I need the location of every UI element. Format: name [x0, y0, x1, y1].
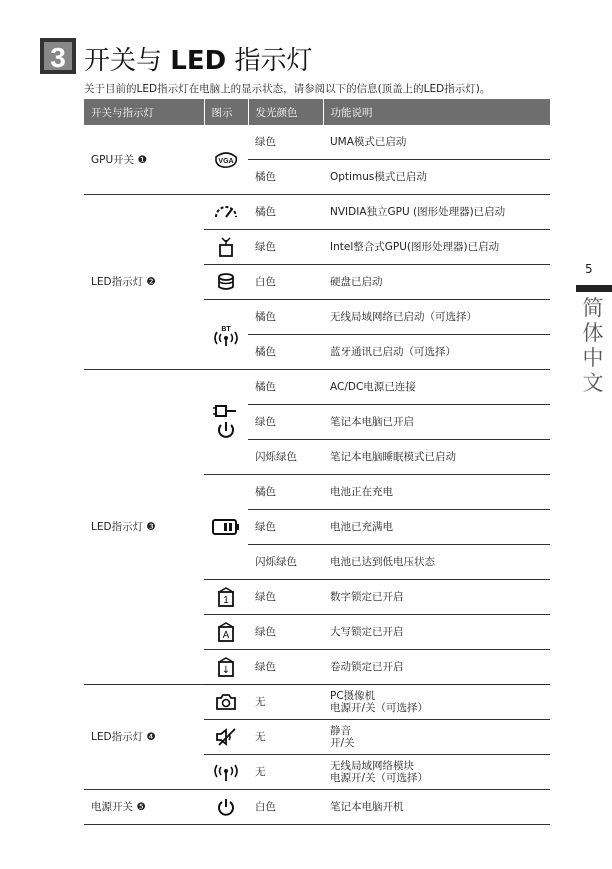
group-led-2: LED指示灯 ❷ — [84, 195, 204, 370]
language-label: 简体中文 — [582, 296, 604, 395]
led-color: 绿色 — [248, 615, 323, 650]
led-function: 笔记本电脑已开启 — [323, 405, 550, 440]
svg-text:1: 1 — [223, 595, 229, 606]
power-adapter-icon — [204, 370, 248, 475]
wireless-icon — [204, 755, 248, 790]
led-function: 无线局域网络已启动（可选择） — [323, 300, 550, 335]
power-icon — [204, 790, 248, 825]
group-gpu-switch: GPU开关 ❶ — [84, 125, 204, 195]
led-color: 橘色 — [248, 475, 323, 510]
vga-icon — [204, 125, 248, 195]
table-header — [84, 99, 550, 125]
led-table — [84, 99, 550, 825]
table-row — [84, 125, 550, 160]
led-function: PC摄像机 电源开/关（可选择） — [323, 685, 550, 720]
led-function: 蓝牙通讯已启动（可选择） — [323, 335, 550, 370]
led-function: 电池正在充电 — [323, 475, 550, 510]
caps-lock-icon — [204, 615, 248, 650]
svg-text:BT: BT — [221, 325, 231, 333]
led-color: 橘色 — [248, 195, 323, 230]
table-row — [84, 685, 550, 720]
svg-text:↓: ↓ — [221, 665, 231, 676]
group-led-3: LED指示灯 ❸ — [84, 370, 204, 685]
chapter-number: 3 — [50, 42, 66, 73]
scroll-lock-icon — [204, 650, 248, 685]
led-function: 无线局域网络模块 电源开/关（可选择） — [323, 755, 550, 790]
led-color: 无 — [248, 755, 323, 790]
header-icon: 图示 — [204, 99, 248, 125]
side-divider — [576, 285, 612, 292]
page-title: 开关与 LED 指示灯 — [84, 46, 313, 76]
led-color: 无 — [248, 720, 323, 755]
hard-disk-icon — [204, 265, 248, 300]
num-lock-icon — [204, 580, 248, 615]
led-color: 无 — [248, 685, 323, 720]
mute-icon — [204, 720, 248, 755]
led-color: 闪烁绿色 — [248, 545, 323, 580]
table-row — [84, 790, 550, 825]
led-function: 电池已充满电 — [323, 510, 550, 545]
page-number: 5 — [585, 262, 593, 276]
battery-icon — [204, 475, 248, 580]
led-color: 橘色 — [248, 300, 323, 335]
chapter-number-badge — [40, 38, 76, 74]
led-function: 数字锁定已开启 — [323, 580, 550, 615]
led-function: 静音 开/关 — [323, 720, 550, 755]
led-function: 硬盘已启动 — [323, 265, 550, 300]
speedometer-icon — [204, 195, 248, 230]
wireless-bluetooth-icon — [204, 300, 248, 370]
camera-icon — [204, 685, 248, 720]
led-color: 绿色 — [248, 230, 323, 265]
led-function: AC/DC电源已连接 — [323, 370, 550, 405]
led-color: 绿色 — [248, 405, 323, 440]
led-color: 橘色 — [248, 370, 323, 405]
group-power-switch: 电源开关 ❺ — [84, 790, 204, 825]
led-function: NVIDIA独立GPU (图形处理器)已启动 — [323, 195, 550, 230]
led-color: 白色 — [248, 265, 323, 300]
led-function: 电池已达到低电压状态 — [323, 545, 550, 580]
led-function: 卷动锁定已开启 — [323, 650, 550, 685]
led-color: 绿色 — [248, 580, 323, 615]
led-color: 橘色 — [248, 335, 323, 370]
header-function: 功能说明 — [323, 99, 550, 125]
led-function: UMA模式已启动 — [323, 125, 550, 160]
led-color: 绿色 — [248, 125, 323, 160]
group-led-4: LED指示灯 ❹ — [84, 685, 204, 790]
battery-plant-icon — [204, 230, 248, 265]
led-function: Optimus模式已启动 — [323, 160, 550, 195]
led-function: Intel整合式GPU(图形处理器)已启动 — [323, 230, 550, 265]
intro-text: 关于目前的LED指示灯在电脑上的显示状态，请参阅以下的信息(顶盖上的LED指示灯)。 — [84, 83, 491, 95]
svg-text:A: A — [222, 630, 230, 641]
led-function: 笔记本电脑开机 — [323, 790, 550, 825]
led-function: 笔记本电脑睡眠模式已启动 — [323, 440, 550, 475]
led-function: 大写锁定已开启 — [323, 615, 550, 650]
header-color: 发光颜色 — [248, 99, 323, 125]
table-row — [84, 370, 550, 405]
led-color: 白色 — [248, 790, 323, 825]
led-color: 绿色 — [248, 650, 323, 685]
header-switch: 开关与指示灯 — [84, 99, 204, 125]
svg-text:VGA: VGA — [218, 157, 234, 165]
table-row — [84, 195, 550, 230]
led-color: 橘色 — [248, 160, 323, 195]
led-color: 闪烁绿色 — [248, 440, 323, 475]
led-color: 绿色 — [248, 510, 323, 545]
